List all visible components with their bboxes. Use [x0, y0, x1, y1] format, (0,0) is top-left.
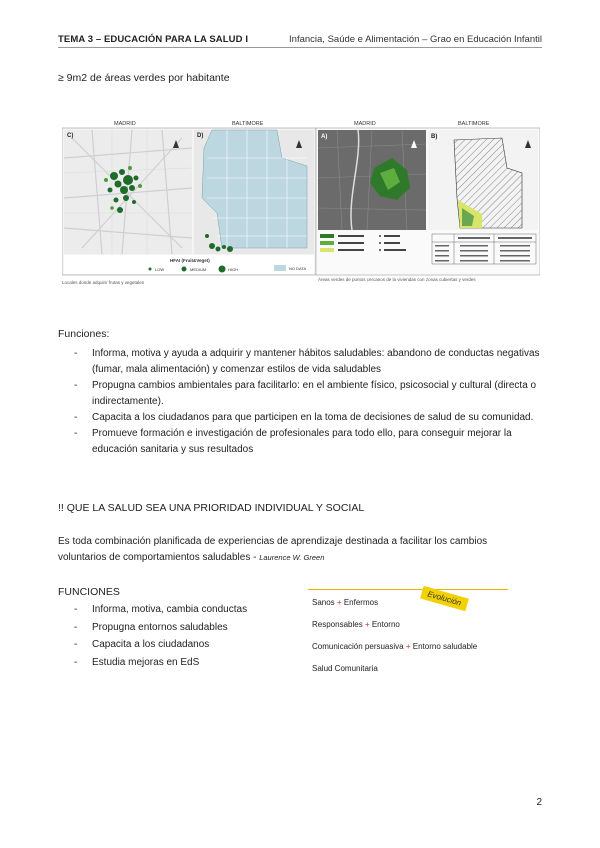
legend-title: HFAI (Fruit&Veget)	[170, 258, 210, 263]
function-item: - Informa, motiva y ayuda a adquirir y mantener hábitos saludables: abandono de conductas negativas (fumar, mala alimentación) y comenzar estilos de vida saludables	[58, 346, 544, 378]
label-madrid-right: MADRID	[354, 121, 376, 127]
function-item: - Promueve formación e investigación de profesionales para todo ello, para conseguir mejorar la educación sanitaria y sus resultados	[58, 426, 544, 458]
functions-title: Funciones:	[58, 328, 110, 340]
definition-paragraph	[58, 534, 538, 566]
evolution-line-4: Salud Comunitaria	[312, 664, 378, 673]
function-item: - Capacita a los ciudadanos para que participen en la toma de decisiones de salud de su comunidad.	[58, 410, 544, 426]
function2-item: - Informa, motiva, cambia conductas	[58, 601, 298, 619]
definition-author: Laurence W. Green	[259, 553, 325, 562]
caption-right: Áreas verdes de puntos cercanos de la viviendas con zonas cubiertas y verdes	[318, 277, 476, 282]
evolution-line-3: Comunicación persuasiva + Entorno saludable	[312, 642, 478, 651]
panel-b-label: B)	[431, 134, 438, 140]
label-baltimore-right: BALTIMORE	[458, 121, 490, 127]
header-course: TEMA 3 – EDUCACIÓN PARA LA SALUD I	[58, 34, 249, 45]
panel-b-map	[428, 130, 538, 230]
functions2-title: FUNCIONES	[58, 586, 120, 598]
caption-left: Locales donde adquirir frutas y vegetales	[62, 280, 145, 285]
page-number: 2	[536, 797, 542, 808]
maps-svg	[62, 118, 540, 286]
function2-item: - Estudia mejoras en EdS	[58, 654, 298, 672]
legend-low: LOW	[155, 267, 165, 272]
definition-text: Es toda combinación planificada de experiencias de aprendizaje destinada a facilitar los cambios voluntarios de comportamientos saludables -	[58, 536, 488, 563]
panel-d-map	[194, 130, 314, 254]
page-header	[58, 34, 542, 48]
functions2-list	[58, 601, 298, 671]
maps-figure	[62, 118, 540, 286]
label-baltimore-left: BALTIMORE	[232, 121, 264, 127]
function2-item: - Propugna entornos saludables	[58, 619, 298, 637]
panel-a-map	[318, 130, 426, 230]
panel-c-map	[64, 130, 192, 254]
panel-d-label: D)	[197, 133, 204, 139]
panel-c-label: C)	[67, 133, 74, 139]
legend-nodata: NO DATA	[289, 266, 307, 271]
functions-list	[58, 346, 544, 458]
left-legend	[64, 255, 314, 274]
legend-medium: MEDIUM	[190, 267, 207, 272]
label-madrid-left: MADRID	[114, 121, 136, 127]
legend-high: HIGH	[228, 267, 238, 272]
green-areas-heading: ≥ 9m2 de áreas verdes por habitante	[58, 72, 230, 84]
evolution-tag: Evolución	[420, 586, 468, 611]
panel-a-label: A)	[321, 134, 328, 140]
function2-item: - Capacita a los ciudadanos	[58, 636, 298, 654]
priority-statement: !! QUE LA SALUD SEA UNA PRIORIDAD INDIVIDUAL Y SOCIAL	[58, 502, 365, 514]
evolution-box	[308, 589, 508, 679]
header-subject: Infancia, Saúde e Alimentación – Grao en Educación Infantil	[289, 34, 542, 45]
function-item: - Propugna cambios ambientales para facilitarlo: en el ambiente físico, psicosocial y cultural (directa o indirectamente).	[58, 378, 544, 410]
evolution-line-1: Sanos + Enfermos	[312, 598, 379, 607]
evolution-line-2: Responsables + Entorno	[312, 620, 400, 629]
